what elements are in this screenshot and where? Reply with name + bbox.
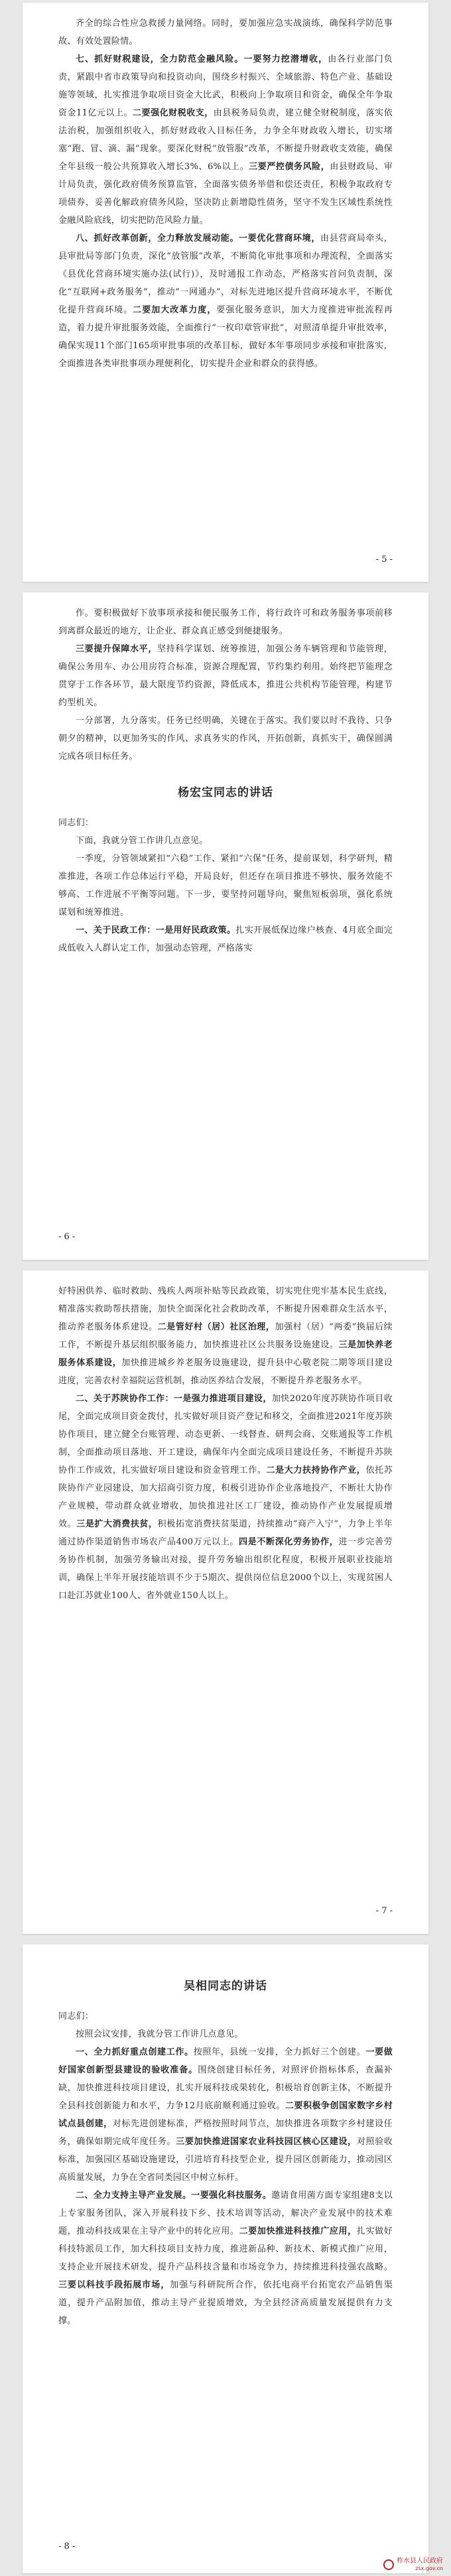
section-heading: 二、全力支持主导产业发展。 bbox=[76, 2191, 192, 2201]
paragraph bbox=[58, 50, 393, 230]
sub-point-heading: 二要加快推进科技推广应用， bbox=[239, 2226, 357, 2236]
sub-point-heading: 一要做好国家创新型县建设的验收准备。 bbox=[58, 2047, 393, 2075]
paragraph-text: 加快推进城乡养老服务设施建设，提升县中心敬老院二期等项目建设进度，完善农村幸福院运营机制，推动医养结合发展，不断提升养老服务水平。 bbox=[58, 1358, 393, 1386]
paragraph-text: 由县税务局负责，建立健全财税制度，落实依法治税，加强组织收入，抓好财政收入目标任务，力争全年财政收入增长，切实堵塞“跑、冒、滴、漏”现象。要深化财税“放管服”改革，不断提升财政收支效能，确保全年县级一般公共预算收入增长3%、6%以上。 bbox=[58, 108, 393, 172]
site-watermark bbox=[383, 2557, 443, 2572]
paragraph: 作。要积极做好下放事项承接和便民服务工作，将行政许可和政务服务事项前移到离群众最近的地方，让企业、群众真正感受到便捷服务。 bbox=[58, 608, 393, 636]
watermark-url: zsx.gov.cn bbox=[415, 2565, 443, 2571]
paragraph-text: 扎实开展低保边缘户核查、4月底全面完成低收入人群认定工作，加强动态管理，严格落实 bbox=[58, 925, 393, 953]
paragraph bbox=[58, 2187, 393, 2330]
watermark-name: 柞水县人民政府 bbox=[397, 2557, 443, 2565]
paragraph-text: 加强村（居）“两委”换届后续工作，不断提升基层组织服务能力，加快推进社区公共服务设施建设。 bbox=[58, 1322, 393, 1350]
watermark-text bbox=[397, 2557, 443, 2572]
paragraph-text: 好特困供养、临时救助、残疾人两项补贴等民政政策，切实兜住兜牢基本民生底线，精准落实救助帮扶措施，加快全面深化社会救助改革，不断提升困难群众生活水平，推动养老服务体系建设。 bbox=[58, 1286, 393, 1332]
paragraph-text: 由各行业部门负责，紧跟中省市政策导向和投资动向，围绕乡村振兴、全域旅游、特色产业、基础设施等领域，扎实推进争取项目资金大比武，积极向上争取项目和资金，确保全年争取资金11亿元以上。 bbox=[58, 54, 393, 118]
sub-point-heading: 三要以科技手段拓展市场， bbox=[58, 2280, 170, 2290]
page-number: - 6 - bbox=[58, 1232, 76, 1242]
page-number: - 5 - bbox=[375, 555, 393, 565]
section-heading: 八、抓好改革创新，全力释放发展动能。 bbox=[76, 234, 239, 243]
paragraph-text: 加强与科研院所合作，依托电商平台拓宽农产品销售渠道，提升产品附加值，推动主导产业提质增效，为全县经济高质量发展提供有力支撑。 bbox=[58, 2280, 393, 2326]
sub-point-heading: 一要优化营商环境， bbox=[239, 234, 321, 243]
document-page-5 bbox=[23, 3, 428, 582]
sub-point-heading: 三要严控债务风险， bbox=[249, 162, 330, 172]
section-heading: 二、关于苏陕协作工作：一是强力推进项目建设， bbox=[76, 1394, 272, 1404]
paragraph bbox=[58, 230, 393, 373]
speech-title: 吴相同志的讲话 bbox=[184, 1980, 267, 1993]
document-page-7 bbox=[23, 1270, 428, 1934]
sub-point-heading: 三要提升保障水平， bbox=[76, 644, 158, 654]
paragraph-text: 积极拓宽消费扶贫渠道，持续推动“商产入宁”，力争上半年通过协作渠道销售市场农产品400万元以上。 bbox=[58, 1519, 393, 1547]
paragraph bbox=[58, 1390, 393, 1605]
sub-point-heading: 一要强化科技服务。 bbox=[191, 2191, 272, 2201]
sub-point-heading: 三是加快养老服务体系建设， bbox=[58, 1340, 393, 1368]
document-page-8 bbox=[23, 1944, 428, 2573]
salutation: 同志们： bbox=[58, 818, 94, 828]
paragraph-text: 由县财政局、审计局负责，强化政府债务预算监管，全面落实债务举借和偿还责任，积极争取政府专项债券，妥善化解政府债务风险，坚决防止新增隐性债务，坚守不发生区域性系统性金融风险底线，切实把防范风险力量。 bbox=[58, 162, 393, 226]
government-seal-icon bbox=[383, 2559, 394, 2570]
paragraph bbox=[58, 2043, 393, 2187]
paragraph: 下面，我就分管工作讲几点意见。 bbox=[76, 836, 208, 846]
document-page-6 bbox=[23, 592, 428, 1260]
paragraph bbox=[58, 921, 393, 957]
sub-point-heading: 二要积极争创国家数字乡村试点县创建， bbox=[58, 2101, 393, 2129]
paragraph: 按照会议安排，我就分管工作讲几点意见。 bbox=[76, 2029, 243, 2039]
sub-point-heading: 二是管好村（居）社区治理， bbox=[157, 1322, 275, 1332]
paragraph-text: 按照年，县统一安排，全力抓好三个创建。 bbox=[193, 2047, 366, 2057]
section-heading: 七、抓好财税建设，全力防范金融风险。 bbox=[76, 54, 244, 64]
sub-point-heading: 四是不断深化劳务协作， bbox=[239, 1537, 339, 1547]
paragraph-text: 对标先进创建标准，严格按照时间节点，加快推进各项数字乡村建设任务，确保如期完成年度任务。 bbox=[58, 2119, 393, 2147]
sub-point-heading: 二是大力扶持协作产业， bbox=[266, 1465, 366, 1475]
paragraph-text: 对照验收标准，加强园区基础设施建设，引进培育科技型企业，提升园区创新能力，推动园区高质量发展，力争在全省同类园区中树立标杆。 bbox=[58, 2137, 393, 2183]
sub-point-heading: 二要加大改革力度， bbox=[133, 305, 217, 315]
paragraph: 齐全的综合性应急救援力量网络。同时，要加强应急实战演练，确保科学防范事故、有效处置险情。 bbox=[58, 19, 393, 46]
speech-title: 杨宏宝同志的讲话 bbox=[178, 786, 273, 799]
paragraph-text: 围绕创建目标任务，对照评价指标体系，查漏补缺，加快推进科技项目建设，扎实开展科技成果转化，积极培育创新主体，不断提升全县科技创新能力和水平，力争12月底前顺利通过验收。 bbox=[58, 2065, 393, 2111]
sub-point-heading: 一要努力挖潜增收， bbox=[243, 54, 328, 64]
sub-point-heading: 二要强化财税收支， bbox=[133, 108, 214, 118]
section-heading: 一、关于民政工作：一是用好民政政策。 bbox=[76, 925, 236, 935]
sub-point-heading: 三要加快推进国家农业科技园区核心区建设， bbox=[176, 2137, 357, 2147]
sub-point-heading: 三是扩大消费扶贫， bbox=[76, 1519, 158, 1529]
paragraph-text: 加快2020年度苏陕协作项目收尾，全面完成项目资金拨付，扎实做好项目资产登记和移交，全面推进2021年度苏陕协作项目，建立健全台账管理、动态更新、一线督查、研判会商、交账通报等工作机制，全面推动项目落地、开工建设，确保年内全面完成项目建设任务，不断提升苏陕协作工作成效，扎实做好项目建设和资金管理工作。 bbox=[58, 1394, 393, 1475]
section-heading: 一、全力抓好重点创建工作。 bbox=[76, 2047, 194, 2057]
page-number: - 8 - bbox=[58, 2542, 76, 2551]
paragraph-text: 要强化服务意识，加大力度推进审批流程再造，着力提升审批服务效能，全面推行“一枚印章管审批”，对照清单提升审批效率，确保实现11个部门165项审批事项的改革目标，做好本年事项同步承接和审批落实，全面推进各类审批事项办理便利化，切实提升企业和群众的获得感。 bbox=[58, 305, 393, 369]
salutation: 同志们： bbox=[58, 2011, 94, 2021]
paragraph-text: 邀请食用菌方面专家组建8支以上专家服务团队，深入开展科技下乡、技术培训等活动，解决产业发展中的技术难题，推动科技成果在主导产业中的转化应用。 bbox=[58, 2191, 393, 2236]
page-number: - 7 - bbox=[375, 1906, 393, 1916]
paragraph bbox=[58, 1282, 393, 1390]
paragraph-text: 进一步完善劳务协作机制，加强劳务输出对接，提升劳务输出组织化程度，积极开展职业技能培训，确保上半年开展技能培训不少于5期次、提供岗位信息2000个以上，实现贫困人口赴江苏就业100人、省外就业150人以上。 bbox=[58, 1537, 393, 1601]
paragraph: 一季度，分管领域紧扣“六稳”工作、紧扣“六保”任务，提前谋划，科学研判，精准推进，各项工作总体运行平稳，开局良好，但还存在项目推进不够快、服务效能不够高、工作进展不平衡等问题。下一步，要坚持问题导向，聚焦短板弱项，强化系统谋划和统筹推进。 bbox=[58, 854, 393, 917]
paragraph-text: 由县营商局牵头，县审批局等部门负责，深化“放管服”改革，不断简化审批事项和办理流程，全面落实《县优化营商环境实施办法(试行)》，及时通报工作动态，严格落实首问负责制，深化“互联网+政务服务”，推动“一网通办”，对标先进地区提升营商环境水平，不断优化提升营商环境。 bbox=[58, 234, 393, 315]
paragraph: 一分部署，九分落实。任务已经明确，关键在于落实。我们要以时不我待、只争朝夕的精神，以更加务实的作风、求真务实的作风，开拓创新，真抓实干，确保圆满完成各项目标任务。 bbox=[58, 716, 393, 762]
paragraph-text: 依托苏陕协作产业园建设，加大招商引资力度，积极引进协作企业落地投产，不断壮大协作产业规模，带动群众就业增收，加快推进社区工厂建设，推动协作产业发展提质增效。 bbox=[58, 1465, 393, 1529]
paragraph bbox=[58, 640, 393, 712]
paragraph-text: 坚持科学谋划、统筹推进，加强公务车辆管理和节能管理，确保公务用车、办公用房符合标准，资源合理配置，节约集约利用。始终把节能理念贯穿于工作各环节，最大限度节约资源，降低成本，推进公共机构节能管理，构建节约型机关。 bbox=[58, 644, 393, 708]
paragraph-text: 扎实做好科技特派员工作，加大科技项目支持力度，推进新品种、新技术、新模式推广应用，支持企业开展技术研发，提升产品科技含量和市场竞争力，持续推进科技强农战略。 bbox=[58, 2226, 393, 2272]
